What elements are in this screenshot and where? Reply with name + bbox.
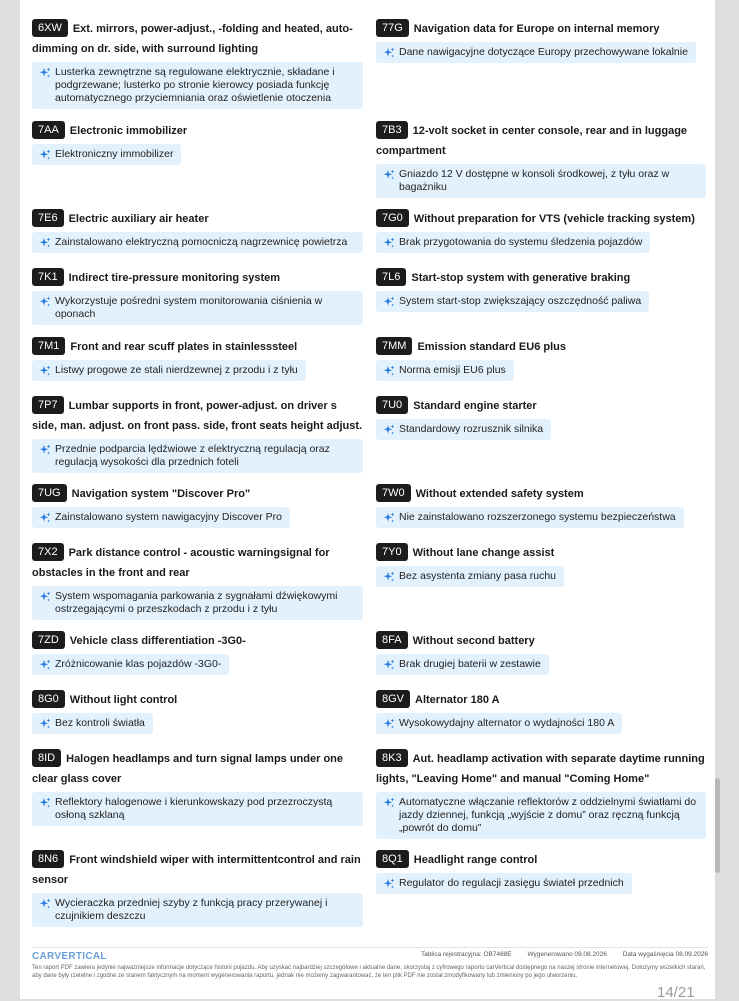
option-title-text: 12-volt socket in center console, rear and in luggage compartment [376, 125, 688, 157]
option-translation [32, 291, 363, 325]
option-title [376, 268, 706, 288]
option-entry [376, 209, 706, 253]
option-title-text: Front windshield wiper with intermittentcontrol and rain sensor [32, 854, 361, 886]
option-title-text: Park distance control - acoustic warningsignal for obstacles in the front and rear [32, 547, 330, 579]
option-entry [376, 749, 706, 839]
disclaimer-text: Ten raport PDF zawiera jedynie najważniejsze informacje dotyczące historii pojazdu. Aby uzyskać najbardziej szczegółowe i aktualne dane, skorzystaj z cyfrowego raportu carVertical dostępnego na naszej stronie internetowej. Dołożymy wszelkich starań, aby dane były rzetelne i zgodne ze stanem faktycznym na moment wygenerowania raportu, jednak nie możemy zagwarantować, że ten plik PDF nie został zmodyfikowany lub zmieniony po jego utworzeniu. [32, 965, 706, 979]
option-entry [376, 396, 706, 440]
option-entry [376, 690, 706, 734]
option-translation [32, 893, 363, 927]
option-code-badge: 7E6 [32, 209, 64, 227]
option-translation [376, 360, 514, 381]
option-translation-text: Lusterka zewnętrzne są regulowane elektrycznie, składane i podgrzewane; lusterko po stronie kierowcy posiada funkcję automatycznego przyciemniania oraz oświetlenie otoczenia [55, 66, 335, 104]
option-title-text: Vehicle class differentiation -3G0- [69, 635, 246, 647]
generated-date: Wygenerowano 09.08.2026 [527, 951, 607, 958]
option-translation [376, 566, 564, 587]
option-code-badge: 7K1 [32, 268, 64, 286]
option-translation [376, 873, 632, 894]
option-code-badge: 7B3 [376, 121, 408, 139]
option-translation-text: Przednie podparcia lędźwiowe z elektryczną regulacją oraz regulacją wysokości dla przednich foteli [55, 443, 330, 468]
option-translation [32, 713, 153, 734]
option-translation [376, 232, 650, 253]
option-translation [376, 654, 549, 675]
ai-sparkle-icon [383, 47, 395, 59]
option-code-badge: 7AA [32, 121, 65, 139]
ai-sparkle-icon [39, 797, 51, 809]
option-entry [32, 749, 363, 826]
option-translation [32, 654, 229, 675]
option-title [32, 19, 363, 59]
option-translation-text: Elektroniczny immobilizer [55, 148, 174, 160]
option-code-badge: 8K3 [376, 749, 408, 767]
option-entry [376, 850, 706, 894]
option-title-text: Electric auxiliary air heater [68, 213, 209, 225]
option-translation-text: System start-stop zwiększający oszczędność paliwa [399, 295, 642, 307]
option-entry [32, 19, 363, 109]
option-translation-text: Zainstalowano system nawigacyjny Discover Pro [55, 511, 283, 523]
option-title [376, 749, 706, 789]
option-entry [32, 850, 363, 927]
option-translation-text: System wspomagania parkowania z sygnałami dźwiękowymi ostrzegającymi o przeszkodach z przodu i z tyłu [55, 590, 338, 615]
option-translation [32, 792, 363, 826]
option-code-badge: 7MM [376, 337, 412, 355]
option-title [32, 396, 363, 436]
expiry-date: Data wygaśnięcia 08.09.2026 [622, 951, 708, 958]
ai-sparkle-icon [39, 365, 51, 377]
option-code-badge: 8ID [32, 749, 61, 767]
option-translation [376, 42, 696, 63]
ai-sparkle-icon [383, 571, 395, 583]
option-title-text: Indirect tire-pressure monitoring system [68, 272, 281, 284]
option-code-badge: 7W0 [376, 484, 411, 502]
option-translation-text: Zainstalowano elektryczną pomocniczą nagrzewnicę powietrza [55, 236, 348, 248]
ai-sparkle-icon [39, 67, 51, 79]
option-title-text: Without second battery [412, 635, 535, 647]
option-code-badge: 7X2 [32, 543, 64, 561]
option-entry [32, 484, 363, 528]
option-translation-text: Standardowy rozrusznik silnika [399, 423, 544, 435]
option-entry [376, 484, 706, 528]
report-meta [407, 951, 708, 958]
option-title [376, 19, 706, 39]
option-code-badge: 77G [376, 19, 409, 37]
option-code-badge: 7U0 [376, 396, 408, 414]
option-translation-text: Brak drugiej baterii w zestawie [399, 658, 541, 670]
option-title [376, 484, 706, 504]
option-translation [376, 419, 551, 440]
option-translation-text: Bez kontroli światła [55, 717, 145, 729]
footer-divider [32, 947, 708, 948]
option-translation-text: Automatyczne włączanie reflektorów z oddzielnymi światłami do jazdy dziennej, funkcją „wyjście z domu” oraz ręczną funkcją „powrót do domu” [399, 796, 697, 834]
option-translation-text: Nie zainstalowano rozszerzonego systemu bezpieczeństwa [399, 511, 676, 523]
option-title [32, 690, 363, 710]
option-translation [32, 232, 363, 253]
option-entry [32, 543, 363, 620]
option-code-badge: 6XW [32, 19, 68, 37]
ai-sparkle-icon [383, 718, 395, 730]
ai-sparkle-icon [383, 878, 395, 890]
option-entry [376, 121, 706, 198]
option-entry [376, 337, 706, 381]
ai-sparkle-icon [383, 296, 395, 308]
option-title-text: Front and rear scuff plates in stainlesssteel [70, 341, 298, 353]
ai-sparkle-icon [383, 169, 395, 181]
option-entry [32, 396, 363, 473]
option-code-badge: 7UG [32, 484, 67, 502]
option-title [32, 268, 363, 288]
option-title [32, 543, 363, 583]
option-code-badge: 8N6 [32, 850, 64, 868]
option-translation [376, 164, 706, 198]
option-translation-text: Gniazdo 12 V dostępne w konsoli środkowej, z tyłu oraz w bagażniku [399, 168, 670, 193]
option-entry [376, 631, 706, 675]
option-entry [32, 337, 363, 381]
option-entry [376, 543, 706, 587]
option-entry [32, 209, 363, 253]
option-title [376, 337, 706, 357]
option-code-badge: 7M1 [32, 337, 65, 355]
option-title-text: Without preparation for VTS (vehicle tracking system) [413, 213, 695, 225]
option-title-text: Halogen headlamps and turn signal lamps under one clear glass cover [32, 753, 344, 785]
option-translation [32, 360, 306, 381]
option-code-badge: 8G0 [32, 690, 65, 708]
option-translation-text: Dane nawigacyjne dotyczące Europy przechowywane lokalnie [399, 46, 688, 58]
ai-sparkle-icon [39, 444, 51, 456]
option-translation [376, 507, 684, 528]
ai-sparkle-icon [383, 797, 395, 809]
ai-sparkle-icon [39, 659, 51, 671]
plate-number: Tablica rejestracyjna: OB7488E [420, 951, 512, 958]
option-code-badge: 7G0 [376, 209, 409, 227]
brand-logo: CARVERTICAL [32, 951, 107, 962]
option-title [32, 121, 363, 141]
option-title-text: Headlight range control [413, 854, 538, 866]
option-entry [32, 268, 363, 325]
option-translation [32, 507, 290, 528]
option-title [376, 631, 706, 651]
option-translation [376, 291, 649, 312]
option-title-text: Navigation system "Discover Pro" [71, 488, 251, 500]
option-code-badge: 7Y0 [376, 543, 408, 561]
option-title-text: Lumbar supports in front, power-adjust. on driver s side, man. adjust. on front pass. side, front seats height adjust. [32, 400, 363, 432]
report-page [20, 0, 715, 999]
option-title-text: Electronic immobilizer [69, 125, 188, 137]
ai-sparkle-icon [383, 659, 395, 671]
ai-sparkle-icon [39, 296, 51, 308]
option-title-text: Without extended safety system [415, 488, 584, 500]
option-title [376, 396, 706, 416]
option-title-text: Without lane change assist [412, 547, 555, 559]
option-title-text: Navigation data for Europe on internal memory [413, 23, 660, 35]
option-title [32, 337, 363, 357]
option-translation-text: Regulator do regulacji zasięgu świateł przednich [399, 877, 624, 889]
option-title-text: Start-stop system with generative braking [411, 272, 631, 284]
option-translation-text: Listwy progowe ze stali nierdzewnej z przodu i z tyłu [55, 364, 298, 376]
option-translation [32, 144, 181, 165]
option-entry [32, 631, 363, 675]
page-number: 14/21 [657, 984, 695, 1001]
option-code-badge: 7P7 [32, 396, 64, 414]
ai-sparkle-icon [39, 718, 51, 730]
option-title-text: Aut. headlamp activation with separate daytime running lights, "Leaving Home" and manual "Coming Home" [376, 753, 705, 785]
ai-sparkle-icon [383, 365, 395, 377]
option-translation-text: Reflektory halogenowe i kierunkowskazy pod przezroczystą osłoną szklaną [55, 796, 333, 821]
option-title-text: Ext. mirrors, power-adjust., -folding and heated, auto-dimming on dr. side, with surround lighting [32, 23, 353, 55]
option-translation-text: Wykorzystuje pośredni system monitorowania ciśnienia w oponach [55, 295, 323, 320]
option-translation-text: Wycieraczka przedniej szyby z funkcją pracy przerywanej i czujnikiem deszczu [55, 897, 328, 922]
ai-sparkle-icon [383, 424, 395, 436]
option-code-badge: 7L6 [376, 268, 406, 286]
ai-sparkle-icon [383, 512, 395, 524]
option-translation [32, 586, 363, 620]
ai-sparkle-icon [383, 237, 395, 249]
option-title-text: Without light control [69, 694, 178, 706]
option-title [376, 121, 706, 161]
option-translation [32, 62, 363, 109]
ai-sparkle-icon [39, 149, 51, 161]
option-title [32, 850, 363, 890]
option-entry [32, 121, 363, 165]
option-translation-text: Norma emisji EU6 plus [399, 364, 506, 376]
ai-sparkle-icon [39, 237, 51, 249]
option-code-badge: 8GV [376, 690, 410, 708]
option-translation-text: Zróżnicowanie klas pojazdów -3G0- [55, 658, 222, 670]
option-code-badge: 7ZD [32, 631, 65, 649]
option-title [376, 850, 706, 870]
option-title-text: Standard engine starter [413, 400, 537, 412]
option-code-badge: 8Q1 [376, 850, 409, 868]
option-code-badge: 8FA [376, 631, 408, 649]
option-title [376, 209, 706, 229]
option-translation [376, 792, 706, 839]
option-title [32, 209, 363, 229]
option-title-text: Alternator 180 A [415, 694, 500, 706]
option-translation [32, 439, 363, 473]
option-title [376, 543, 706, 563]
ai-sparkle-icon [39, 591, 51, 603]
option-entry [376, 19, 706, 63]
option-title [32, 749, 363, 789]
option-translation-text: Brak przygotowania do systemu śledzenia pojazdów [399, 236, 643, 248]
option-translation [376, 713, 622, 734]
ai-sparkle-icon [39, 512, 51, 524]
ai-sparkle-icon [39, 898, 51, 910]
vertical-scrollbar[interactable] [715, 778, 720, 873]
option-translation-text: Bez asystenta zmiany pasa ruchu [399, 570, 556, 582]
option-title [376, 690, 706, 710]
option-title [32, 631, 363, 651]
option-entry [32, 690, 363, 734]
option-title [32, 484, 363, 504]
option-entry [376, 268, 706, 312]
option-title-text: Emission standard EU6 plus [417, 341, 566, 353]
option-translation-text: Wysokowydajny alternator o wydajności 180 A [399, 717, 615, 729]
